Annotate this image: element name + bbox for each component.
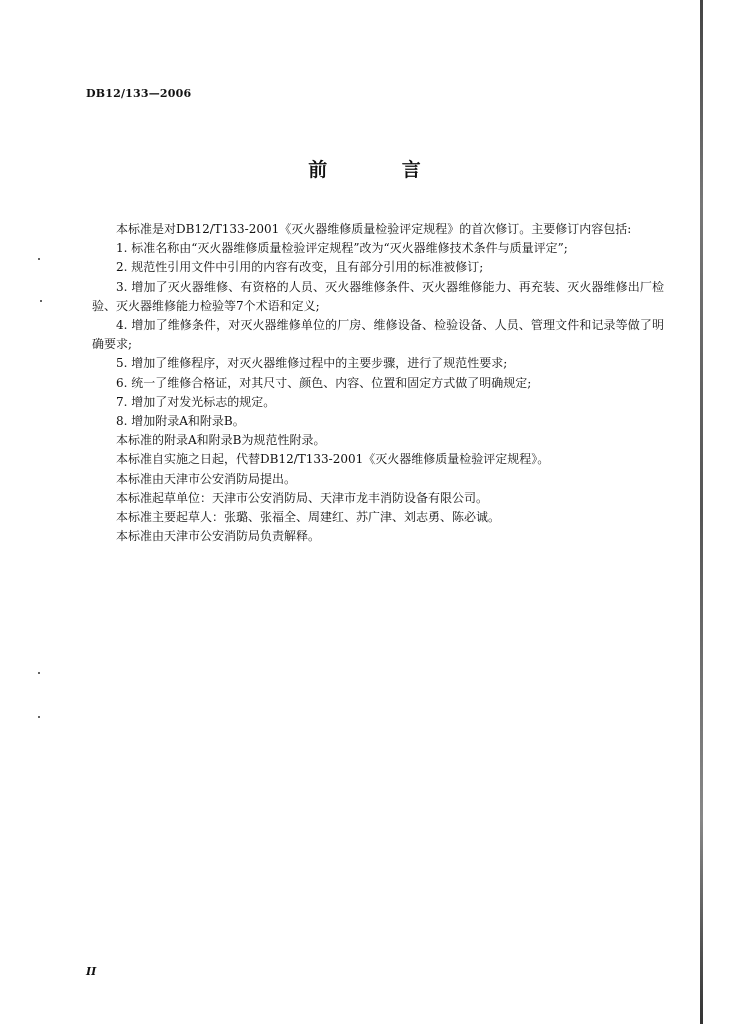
paragraph-drafting-units: 本标准起草单位：天津市公安消防局、天津市龙丰消防设备有限公司。 <box>116 490 489 505</box>
paragraph-drafters: 本标准主要起草人：张璐、张福全、周建红、苏广津、刘志勇、陈必诚。 <box>116 510 501 525</box>
paragraph-interpretation: 本标准由天津市公安消防局负责解释。 <box>116 529 321 544</box>
list-item-3: 3. 增加了灭火器维修、有资格的人员、灭火器维修条件、灭火器维修能力、再充装、灭火器维修出厂检验、灭火器维修能力检验等7个术语和定义; <box>92 279 664 313</box>
scan-speck <box>38 258 40 260</box>
list-item-6: 6. 统一了维修合格证，对其尺寸、颜色、内容、位置和固定方式做了明确规定; <box>116 375 532 390</box>
paragraph-proposed-by: 本标准由天津市公安消防局提出。 <box>116 471 297 486</box>
scan-edge-line <box>700 0 703 1024</box>
list-item-5: 5. 增加了维修程序，对灭火器维修过程中的主要步骤，进行了规范性要求; <box>116 356 508 371</box>
list-item-7: 7. 增加了对发光标志的规定。 <box>116 394 276 409</box>
scan-speck <box>40 300 42 302</box>
list-item-8: 8. 增加附录A和附录B。 <box>116 414 245 429</box>
paragraph-replaces: 本标准自实施之日起，代替DB12/T133-2001《灭火器维修质量检验评定规程》。 <box>116 452 550 467</box>
list-item-1: 1. 标准名称由“灭火器维修质量检验评定规程”改为“灭火器维修技术条件与质量评定”; <box>116 241 568 256</box>
list-item-2: 2. 规范性引用文件中引用的内容有改变，且有部分引用的标准被修订; <box>116 260 484 275</box>
list-item-4: 4. 增加了维修条件，对灭火器维修单位的厂房、维修设备、检验设备、人员、管理文件和记录等做了明确要求; <box>92 318 664 352</box>
page-title: 前 言 <box>308 159 455 181</box>
paragraph-intro: 本标准是对DB12/T133-2001《灭火器维修质量检验评定规程》的首次修订。主要修订内容包括: <box>116 222 632 236</box>
standard-code: DB12/133—2006 <box>86 87 192 100</box>
scan-speck <box>38 716 40 718</box>
paragraph-appendix: 本标准的附录A和附录B为规范性附录。 <box>116 433 326 448</box>
scan-speck <box>38 672 40 674</box>
page-number: II <box>86 965 97 978</box>
foreword-body <box>92 220 664 546</box>
